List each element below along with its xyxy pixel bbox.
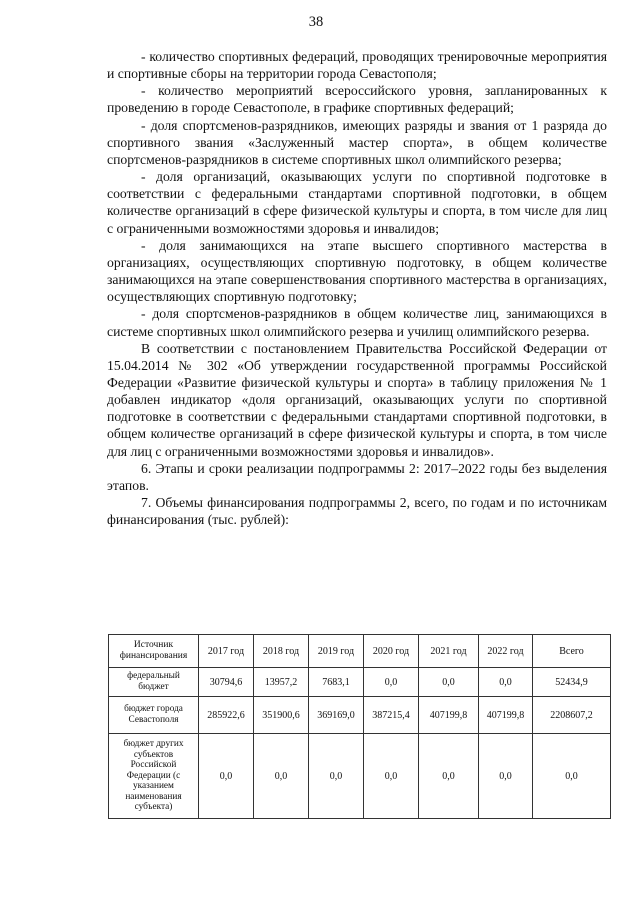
- table-cell: 0,0: [199, 734, 254, 819]
- table-cell: 0,0: [254, 734, 309, 819]
- paragraph-government-decree: В соответствии с постановлением Правительства Российской Федерации от 15.04.2014 № 302 «Об утверждении государственной программы Российской Федерации «Развитие физической культуры и спорта» в таблицу приложения № 1 добавлен индикатор «доля организаций, оказывающих услуги по спортивной подготовке в соответствии с федеральными стандартами спортивной подготовки, в общем количестве организаций в сфере физической культуры и спорта, в том числе для лиц с ограниченными возможностями здоровья и инвалидов».: [107, 340, 607, 459]
- paragraph-stages-and-terms: 6. Этапы и сроки реализации подпрограммы 2: 2017–2022 годы без выделения этапов.: [107, 460, 607, 493]
- table-cell: 0,0: [419, 734, 479, 819]
- table-row: [109, 697, 611, 734]
- row-source-other-subjects: бюджет других субъектов Российской Федерации (с указанием наименования субъекта): [109, 734, 199, 819]
- table-cell: 285922,6: [199, 697, 254, 734]
- table-row: [109, 734, 611, 819]
- paragraph-events-count: - количество мероприятий всероссийского уровня, запланированных к проведению в городе Севастополе, в графике спортивных федераций;: [107, 83, 607, 116]
- header-2021: 2021 год: [419, 635, 479, 668]
- table-cell: 387215,4: [364, 697, 419, 734]
- paragraph-athletes-share: - доля спортсменов-разрядников, имеющих разряды и звания от 1 разряда до спортивного звания «Заслуженный мастер спорта», в общем количестве спортсменов-разрядников в системе спортивных школ олимпийского резерва;: [107, 117, 607, 167]
- table-cell: 0,0: [479, 734, 533, 819]
- paragraph-funding-volumes: 7. Объемы финансирования подпрограммы 2, всего, по годам и по источникам финансирования (тыс. рублей):: [107, 495, 607, 528]
- header-total: Всего: [533, 635, 611, 668]
- header-2018: 2018 год: [254, 635, 309, 668]
- table-cell: 2208607,2: [533, 697, 611, 734]
- header-2020: 2020 год: [364, 635, 419, 668]
- table-cell: 7683,1: [309, 668, 364, 697]
- header-2022: 2022 год: [479, 635, 533, 668]
- header-2017: 2017 год: [199, 635, 254, 668]
- paragraph-organizations-share: - доля организаций, оказывающих услуги по спортивной подготовке в соответствии с федеральными стандартами спортивной подготовки, в общем количестве организаций в сфере физической культуры и спорта, в том числе для лиц с ограниченными возможностями здоровья и инвалидов;: [107, 169, 607, 236]
- paragraph-higher-mastery-share: - доля занимающихся на этапе высшего спортивного мастерства в организациях, осуществляющих спортивную подготовку, в общем количестве занимающихся на этапе совершенствования спортивного мастерства в организациях, осуществляющих спортивную подготовку;: [107, 237, 607, 305]
- table-cell: 0,0: [364, 734, 419, 819]
- table-cell: 0,0: [533, 734, 611, 819]
- row-source-federal: федеральный бюджет: [109, 668, 199, 697]
- funding-table: [108, 634, 611, 819]
- table-cell: 369169,0: [309, 697, 364, 734]
- header-2019: 2019 год: [309, 635, 364, 668]
- table-header-row: [109, 635, 611, 668]
- paragraph-federations-count: - количество спортивных федераций, проводящих тренировочные мероприятия и спортивные сборы на территории города Севастополя;: [107, 49, 607, 82]
- table-cell: 0,0: [419, 668, 479, 697]
- header-source: Источник финансирования: [109, 635, 199, 668]
- body-text: [107, 48, 607, 528]
- table-cell: 13957,2: [254, 668, 309, 697]
- table-cell: 0,0: [309, 734, 364, 819]
- table-cell: 407199,8: [479, 697, 533, 734]
- table-cell: 30794,6: [199, 668, 254, 697]
- table-cell: 52434,9: [533, 668, 611, 697]
- row-source-city: бюджет города Севастополя: [109, 697, 199, 734]
- table-cell: 0,0: [479, 668, 533, 697]
- table-cell: 351900,6: [254, 697, 309, 734]
- paragraph-ranked-athletes-share: - доля спортсменов-разрядников в общем количестве лиц, занимающихся в системе спортивных школ олимпийского резерва и училищ олимпийского резерва.: [107, 306, 607, 339]
- table-cell: 0,0: [364, 668, 419, 697]
- page-number: 38: [308, 14, 324, 30]
- table-cell: 407199,8: [419, 697, 479, 734]
- table-row: [109, 668, 611, 697]
